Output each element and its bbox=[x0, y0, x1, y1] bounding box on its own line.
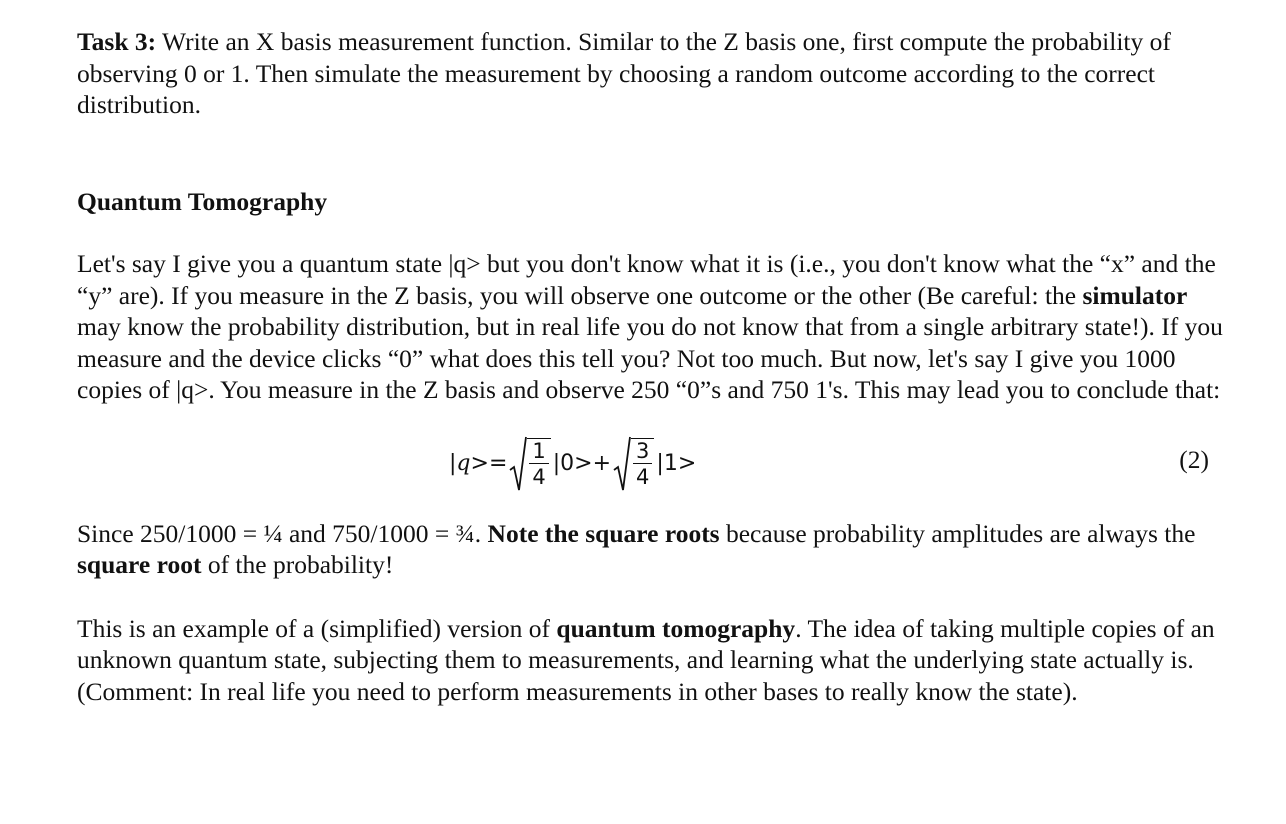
fraction-denominator: 4 bbox=[636, 464, 650, 489]
eq-ket-zero: |0>+ bbox=[552, 450, 612, 476]
tomography-paragraph bbox=[77, 613, 1237, 708]
eq-lhs-var: q bbox=[456, 450, 471, 476]
document-page bbox=[77, 26, 1237, 707]
section-heading: Quantum Tomography bbox=[77, 186, 328, 216]
equation-number: (2) bbox=[1179, 444, 1209, 474]
fraction-one-quarter bbox=[527, 438, 550, 492]
radical-sign-icon bbox=[509, 436, 527, 492]
intro-text-2: may know the probability distribution, but in real life you do not know that from a single arbitrary state!). If you measure and the device clicks “0” what does this tell you? Not too much. But now, let's say I give you 1000 copies of |q>. You measure in the Z basis and observe 250 “0”s and 750 1's. This may lead you to conclude that: bbox=[77, 312, 1223, 404]
fraction-denominator: 4 bbox=[532, 464, 546, 489]
since-bold-square-roots: Note the square roots bbox=[487, 518, 720, 548]
eq-lhs-bar: | bbox=[449, 450, 457, 476]
intro-paragraph bbox=[77, 248, 1237, 406]
task-text: Write an X basis measurement function. Similar to the Z basis one, first compute the probability of observing 0 or 1. Then simulate the measurement by choosing a random outcome according to the correct distribution. bbox=[77, 27, 1171, 119]
since-text-2: because probability amplitudes are always the bbox=[719, 518, 1196, 548]
radical-sign-icon bbox=[613, 436, 631, 492]
since-text-3: of the probability! bbox=[201, 550, 394, 579]
fraction-numerator: 3 bbox=[633, 439, 652, 464]
tomography-text-2: . The idea of taking multiple copies of an unknown quantum state, subjecting them to measurements, and learning what the underlying state actually is. (Comment: In real life you need to perform measurements in other bases to really know the state). bbox=[77, 613, 1215, 706]
since-bold-square-root: square root bbox=[77, 550, 202, 579]
fraction-numerator: 1 bbox=[529, 439, 548, 464]
intro-bold-simulator: simulator bbox=[1082, 280, 1188, 310]
task-label: Task 3: bbox=[77, 27, 157, 56]
since-text-1: Since 250/1000 = ¼ and 750/1000 = ¾. bbox=[77, 518, 488, 548]
intro-text-1: Let's say I give you a quantum state |q> but you don't know what it is (i.e., you don't know what the “x” and the “y” are). If you measure in the Z basis, you will observe one outcome or the other (Be careful: the bbox=[77, 249, 1216, 310]
eq-lhs-end: >= bbox=[470, 450, 508, 476]
eq-ket-one: |1> bbox=[656, 450, 697, 476]
tomography-bold-term: quantum tomography bbox=[556, 613, 796, 643]
equation-row bbox=[77, 430, 1237, 502]
equation bbox=[449, 434, 696, 494]
sqrt-one-quarter bbox=[509, 436, 550, 492]
task-paragraph bbox=[77, 26, 1237, 121]
tomography-text-1: This is an example of a (simplified) version of bbox=[77, 613, 557, 643]
since-paragraph bbox=[77, 518, 1237, 581]
sqrt-three-quarters bbox=[613, 436, 654, 492]
fraction-three-quarters bbox=[631, 438, 654, 492]
